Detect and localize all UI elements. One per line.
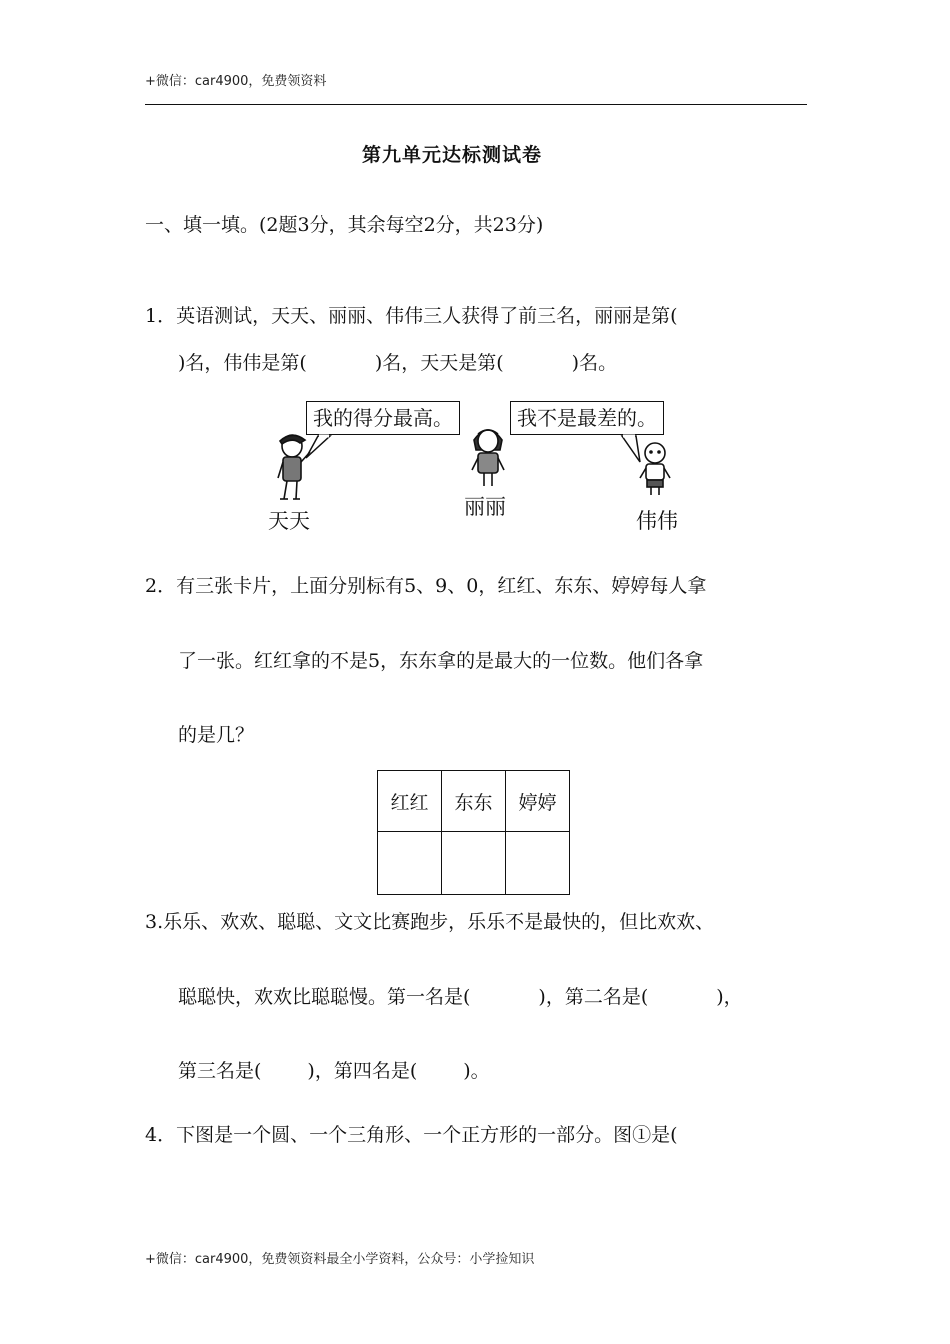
table-header-dongdong: 东东 [442,771,506,832]
name-lili: 丽丽 [464,495,506,519]
speech-bubble-tiantian: 我的得分最高。 [306,401,460,435]
answer-cell-dongdong[interactable] [442,832,506,895]
q2-line1: 2．有三张卡片，上面分别标有5、9、0，红红、东东、婷婷每人拿 [145,575,707,597]
q3-line1: 3.乐乐、欢欢、聪聪、文文比赛跑步，乐乐不是最快的，但比欢欢、 [145,911,715,933]
lili-figure [472,430,504,486]
name-weiwei: 伟伟 [636,509,678,533]
page-header: +微信：car4900，免费领资料 [145,74,327,89]
page-footer: +微信：car4900，免费领资料最全小学资料，公众号：小学捡知识 [145,1252,535,1267]
page-title: 第九单元达标测试卷 [362,144,543,166]
q1-text-a: )名，伟伟是第( [178,352,307,374]
weiwei-figure [640,443,670,495]
q3-line2 [178,985,743,1009]
header-rule [145,104,807,105]
section-heading: 一、填一填。(2题3分，其余每空2分，共23分) [145,214,544,236]
q2-line2: 了一张。红红拿的不是5，东东拿的是最大的一位数。他们各拿 [178,650,704,672]
bubble-tail-weiwei [622,436,640,462]
q1-line1: 1．英语测试，天天、丽丽、伟伟三人获得了前三名，丽丽是第( [145,305,678,327]
bubble-tail-tiantian [306,436,330,458]
q1-text-c: )名。 [571,352,618,374]
q3-text-d: 第三名是( [178,1060,262,1082]
q3-text-f: )。 [463,1060,490,1082]
name-tiantian: 天天 [268,509,310,533]
q3-text-c: )， [716,986,743,1008]
speech-bubble-weiwei: 我不是最差的。 [510,401,664,435]
q1-text-b: )名，天天是第( [374,352,504,374]
q3-text-e: )，第四名是( [307,1060,418,1082]
q1-line2 [178,351,617,375]
table-header-tingting: 婷婷 [506,771,570,832]
q3-text-a: 聪聪快，欢欢比聪聪慢。第一名是( [178,986,471,1008]
card-answer-table [377,770,570,895]
q3-line3 [178,1059,490,1083]
tiantian-figure [278,435,310,499]
answer-cell-tingting[interactable] [506,832,570,895]
answer-cell-honghong[interactable] [378,832,442,895]
q3-text-b: )，第二名是( [538,986,649,1008]
table-header-honghong: 红红 [378,771,442,832]
q2-line3: 的是几？ [178,724,255,746]
q4-line1: 4．下图是一个圆、一个三角形、一个正方形的一部分。图①是( [145,1124,678,1146]
